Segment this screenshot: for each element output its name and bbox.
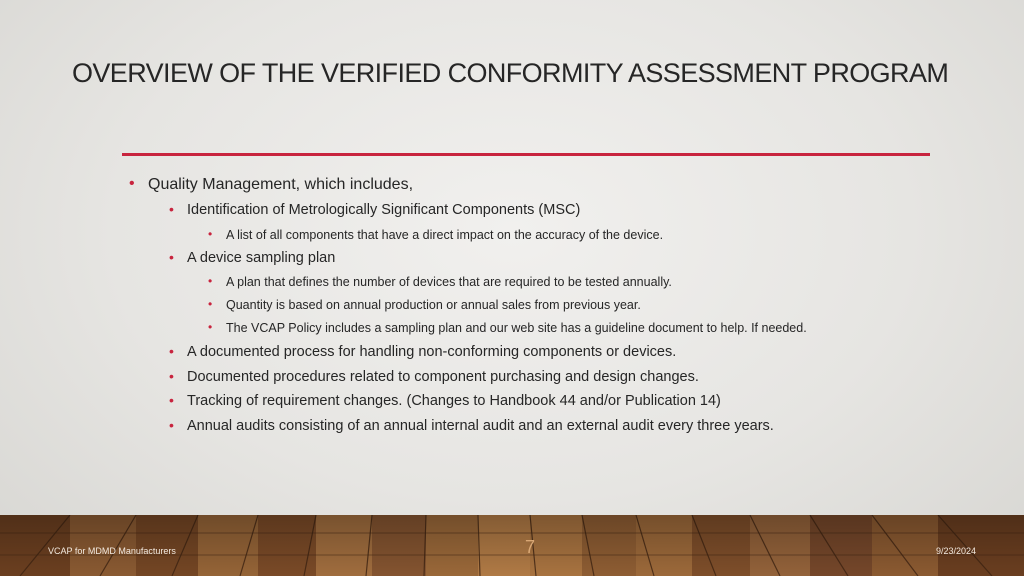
bullet-text: A plan that defines the number of devices that are required to be tested annually. bbox=[226, 275, 672, 289]
bullet-icon: • bbox=[169, 368, 174, 384]
bullet-icon: • bbox=[208, 274, 213, 288]
bullet-icon: • bbox=[208, 297, 213, 311]
bullet-item bbox=[169, 343, 677, 360]
bullet-text: A device sampling plan bbox=[187, 250, 336, 266]
bullet-text: A documented process for handling non-conforming components or devices. bbox=[187, 344, 677, 360]
bullet-item bbox=[208, 320, 807, 335]
bullet-item bbox=[208, 297, 641, 312]
bullet-icon: • bbox=[208, 227, 213, 241]
bullet-icon: • bbox=[208, 320, 213, 334]
bullet-item bbox=[169, 392, 721, 409]
bullet-icon: • bbox=[169, 201, 174, 217]
bullet-icon: • bbox=[169, 249, 174, 265]
bullet-icon: • bbox=[169, 343, 174, 359]
bullet-text: Annual audits consisting of an annual internal audit and an external audit every three years. bbox=[187, 418, 774, 434]
bullet-icon: • bbox=[129, 175, 135, 192]
bullet-item bbox=[169, 201, 581, 218]
slide-number: 7 bbox=[525, 537, 536, 557]
bullet-text: The VCAP Policy includes a sampling plan and our web site has a guideline document to help. If needed. bbox=[226, 321, 807, 335]
slide-title: OVERVIEW OF THE VERIFIED CONFORMITY ASSESSMENT PROGRAM bbox=[72, 58, 949, 88]
footer-presentation-title: VCAP for MDMD Manufacturers bbox=[48, 546, 176, 556]
title-divider bbox=[122, 153, 930, 156]
bullet-item bbox=[208, 274, 672, 289]
bullet-item bbox=[169, 368, 699, 385]
bullet-text: Tracking of requirement changes. (Changes to Handbook 44 and/or Publication 14) bbox=[187, 393, 721, 409]
bullet-item bbox=[169, 249, 336, 266]
bullet-item bbox=[169, 417, 774, 434]
bullet-text: Quality Management, which includes, bbox=[148, 176, 414, 193]
bullet-icon: • bbox=[169, 417, 174, 433]
bullet-text: Identification of Metrologically Significant Components (MSC) bbox=[187, 202, 581, 218]
bullet-icon: • bbox=[169, 392, 174, 408]
bullet-text: A list of all components that have a direct impact on the accuracy of the device. bbox=[226, 228, 664, 242]
bullet-item bbox=[208, 227, 664, 242]
footer-date: 9/23/2024 bbox=[935, 546, 976, 556]
bullet-item bbox=[129, 175, 414, 194]
bullet-text: Documented procedures related to component purchasing and design changes. bbox=[187, 369, 699, 385]
bullet-text: Quantity is based on annual production or annual sales from previous year. bbox=[226, 298, 641, 312]
